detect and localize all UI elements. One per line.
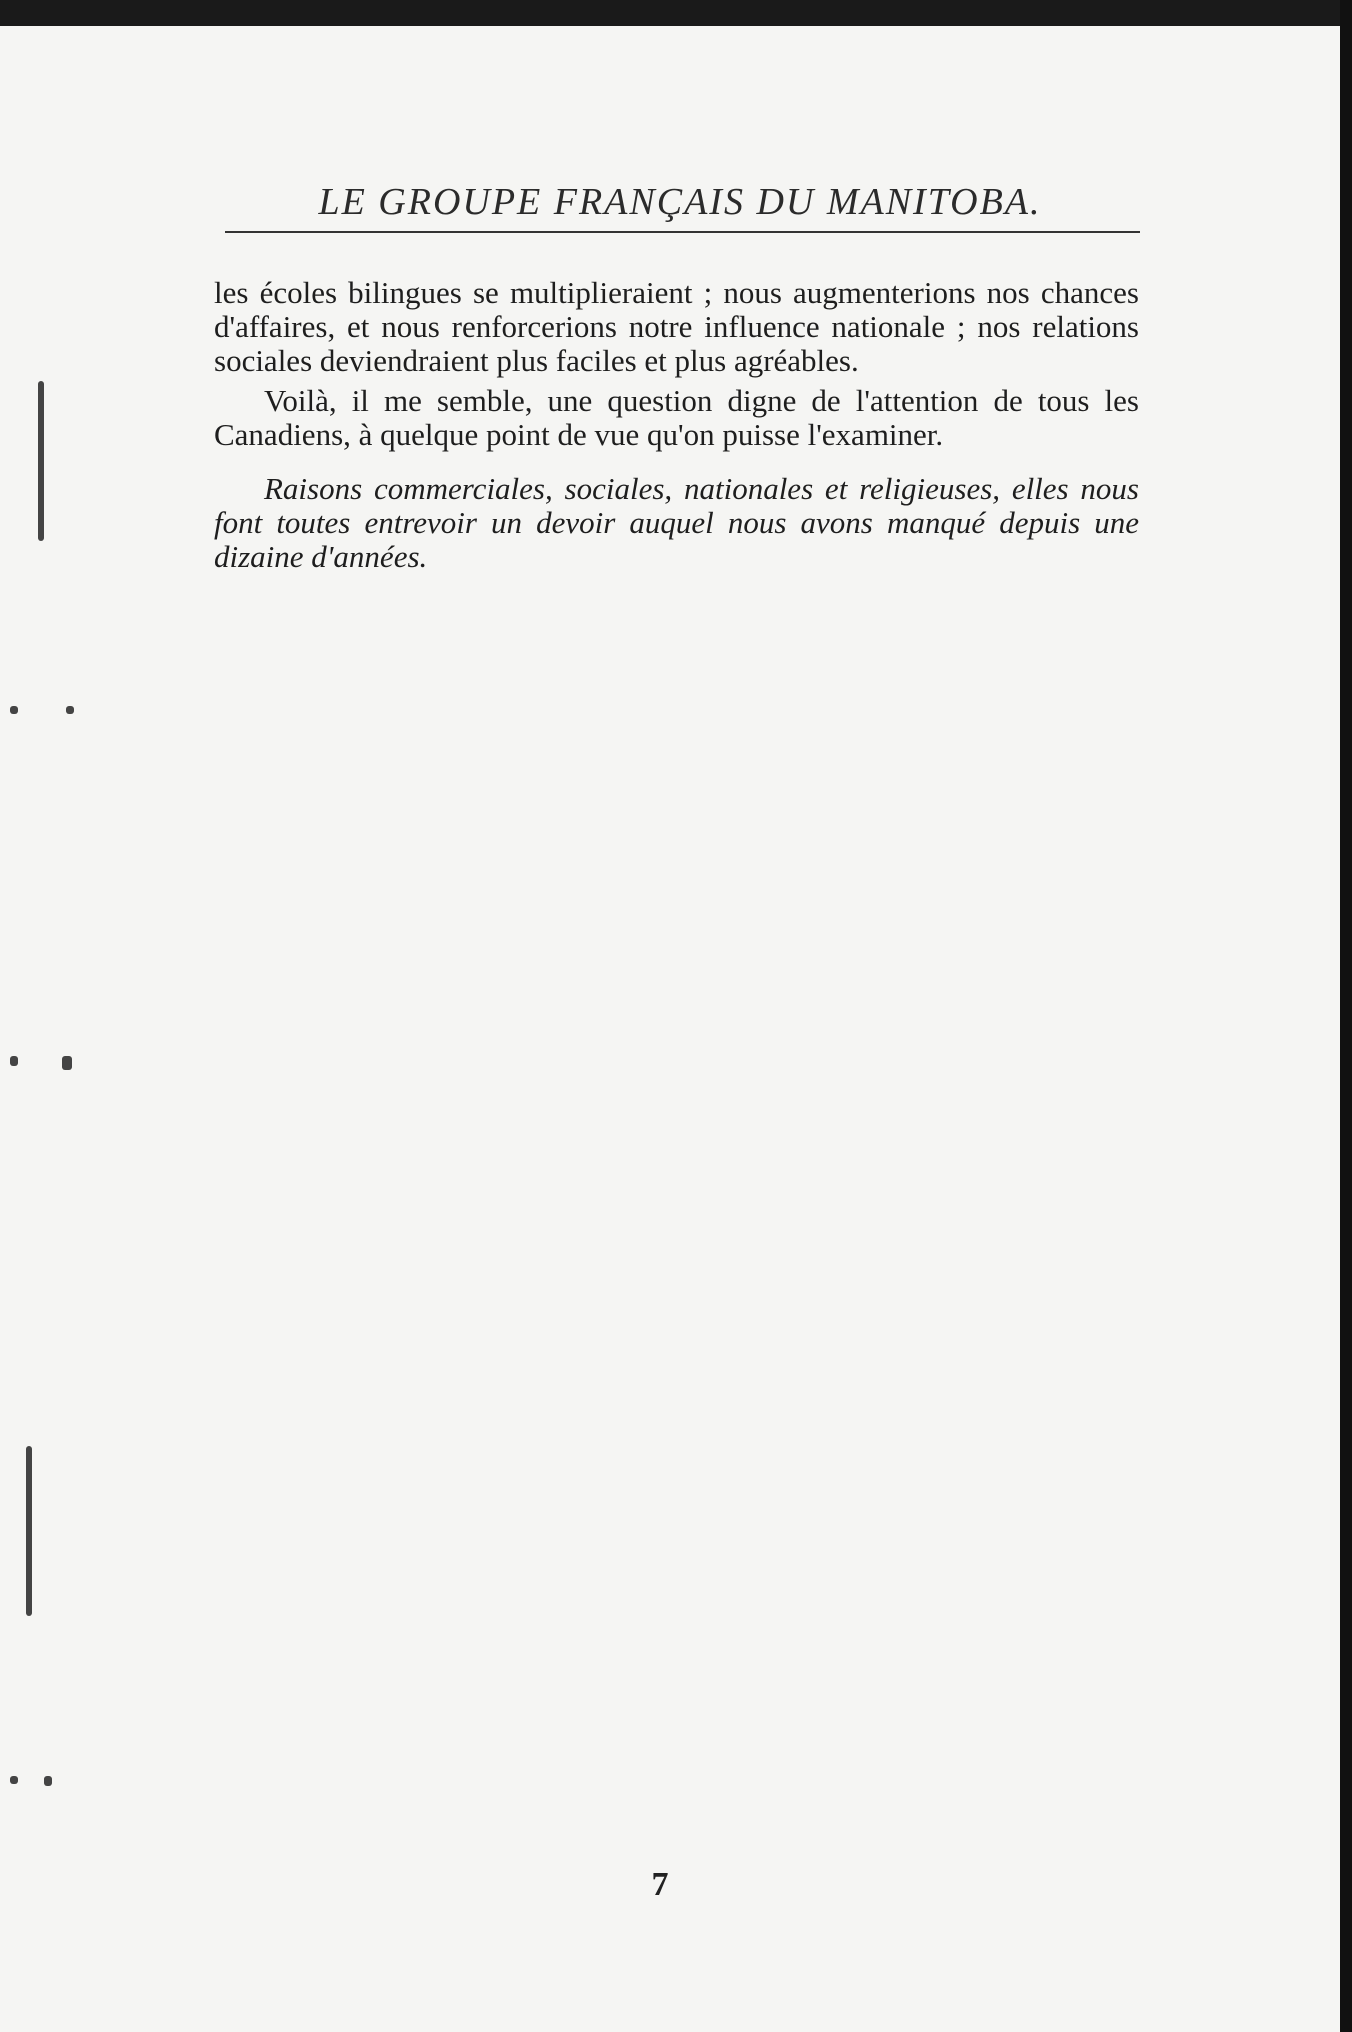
paragraph-1: les écoles bilingues se multiplieraient ; nous augmenterions nos chances d'affaires, et nous renforcerions notre influence nationale ; nos relations sociales deviendraient plus faciles et plus agréables. [214, 275, 1139, 378]
binding-stitch-mark [38, 381, 44, 541]
binding-stitch-mark [10, 1776, 18, 1784]
paragraph-3: Raisons commerciales, sociales, nationales et religieuses, elles nous font toutes entrevoir un devoir auquel nous avons manqué depuis une dizaine d'années. [214, 471, 1139, 574]
binding-stitch-mark [10, 1056, 18, 1066]
binding-stitch-mark [10, 706, 18, 714]
paragraph-2: Voilà, il me semble, une question digne de l'attention de tous les Canadiens, à quelque point de vue qu'on puisse l'examiner. [214, 383, 1139, 452]
header-rule [225, 231, 1140, 233]
body-text [214, 276, 1139, 574]
document-page [0, 26, 1340, 2032]
page-number: 7 [651, 1866, 669, 1903]
binding-stitch-mark [44, 1776, 52, 1786]
scan-edge [1340, 0, 1352, 2032]
binding-stitch-mark [66, 706, 74, 714]
binding-stitch-mark [26, 1446, 32, 1616]
running-head: LE GROUPE FRANÇAIS DU MANITOBA. [318, 181, 1042, 223]
binding-stitch-mark [62, 1056, 72, 1070]
